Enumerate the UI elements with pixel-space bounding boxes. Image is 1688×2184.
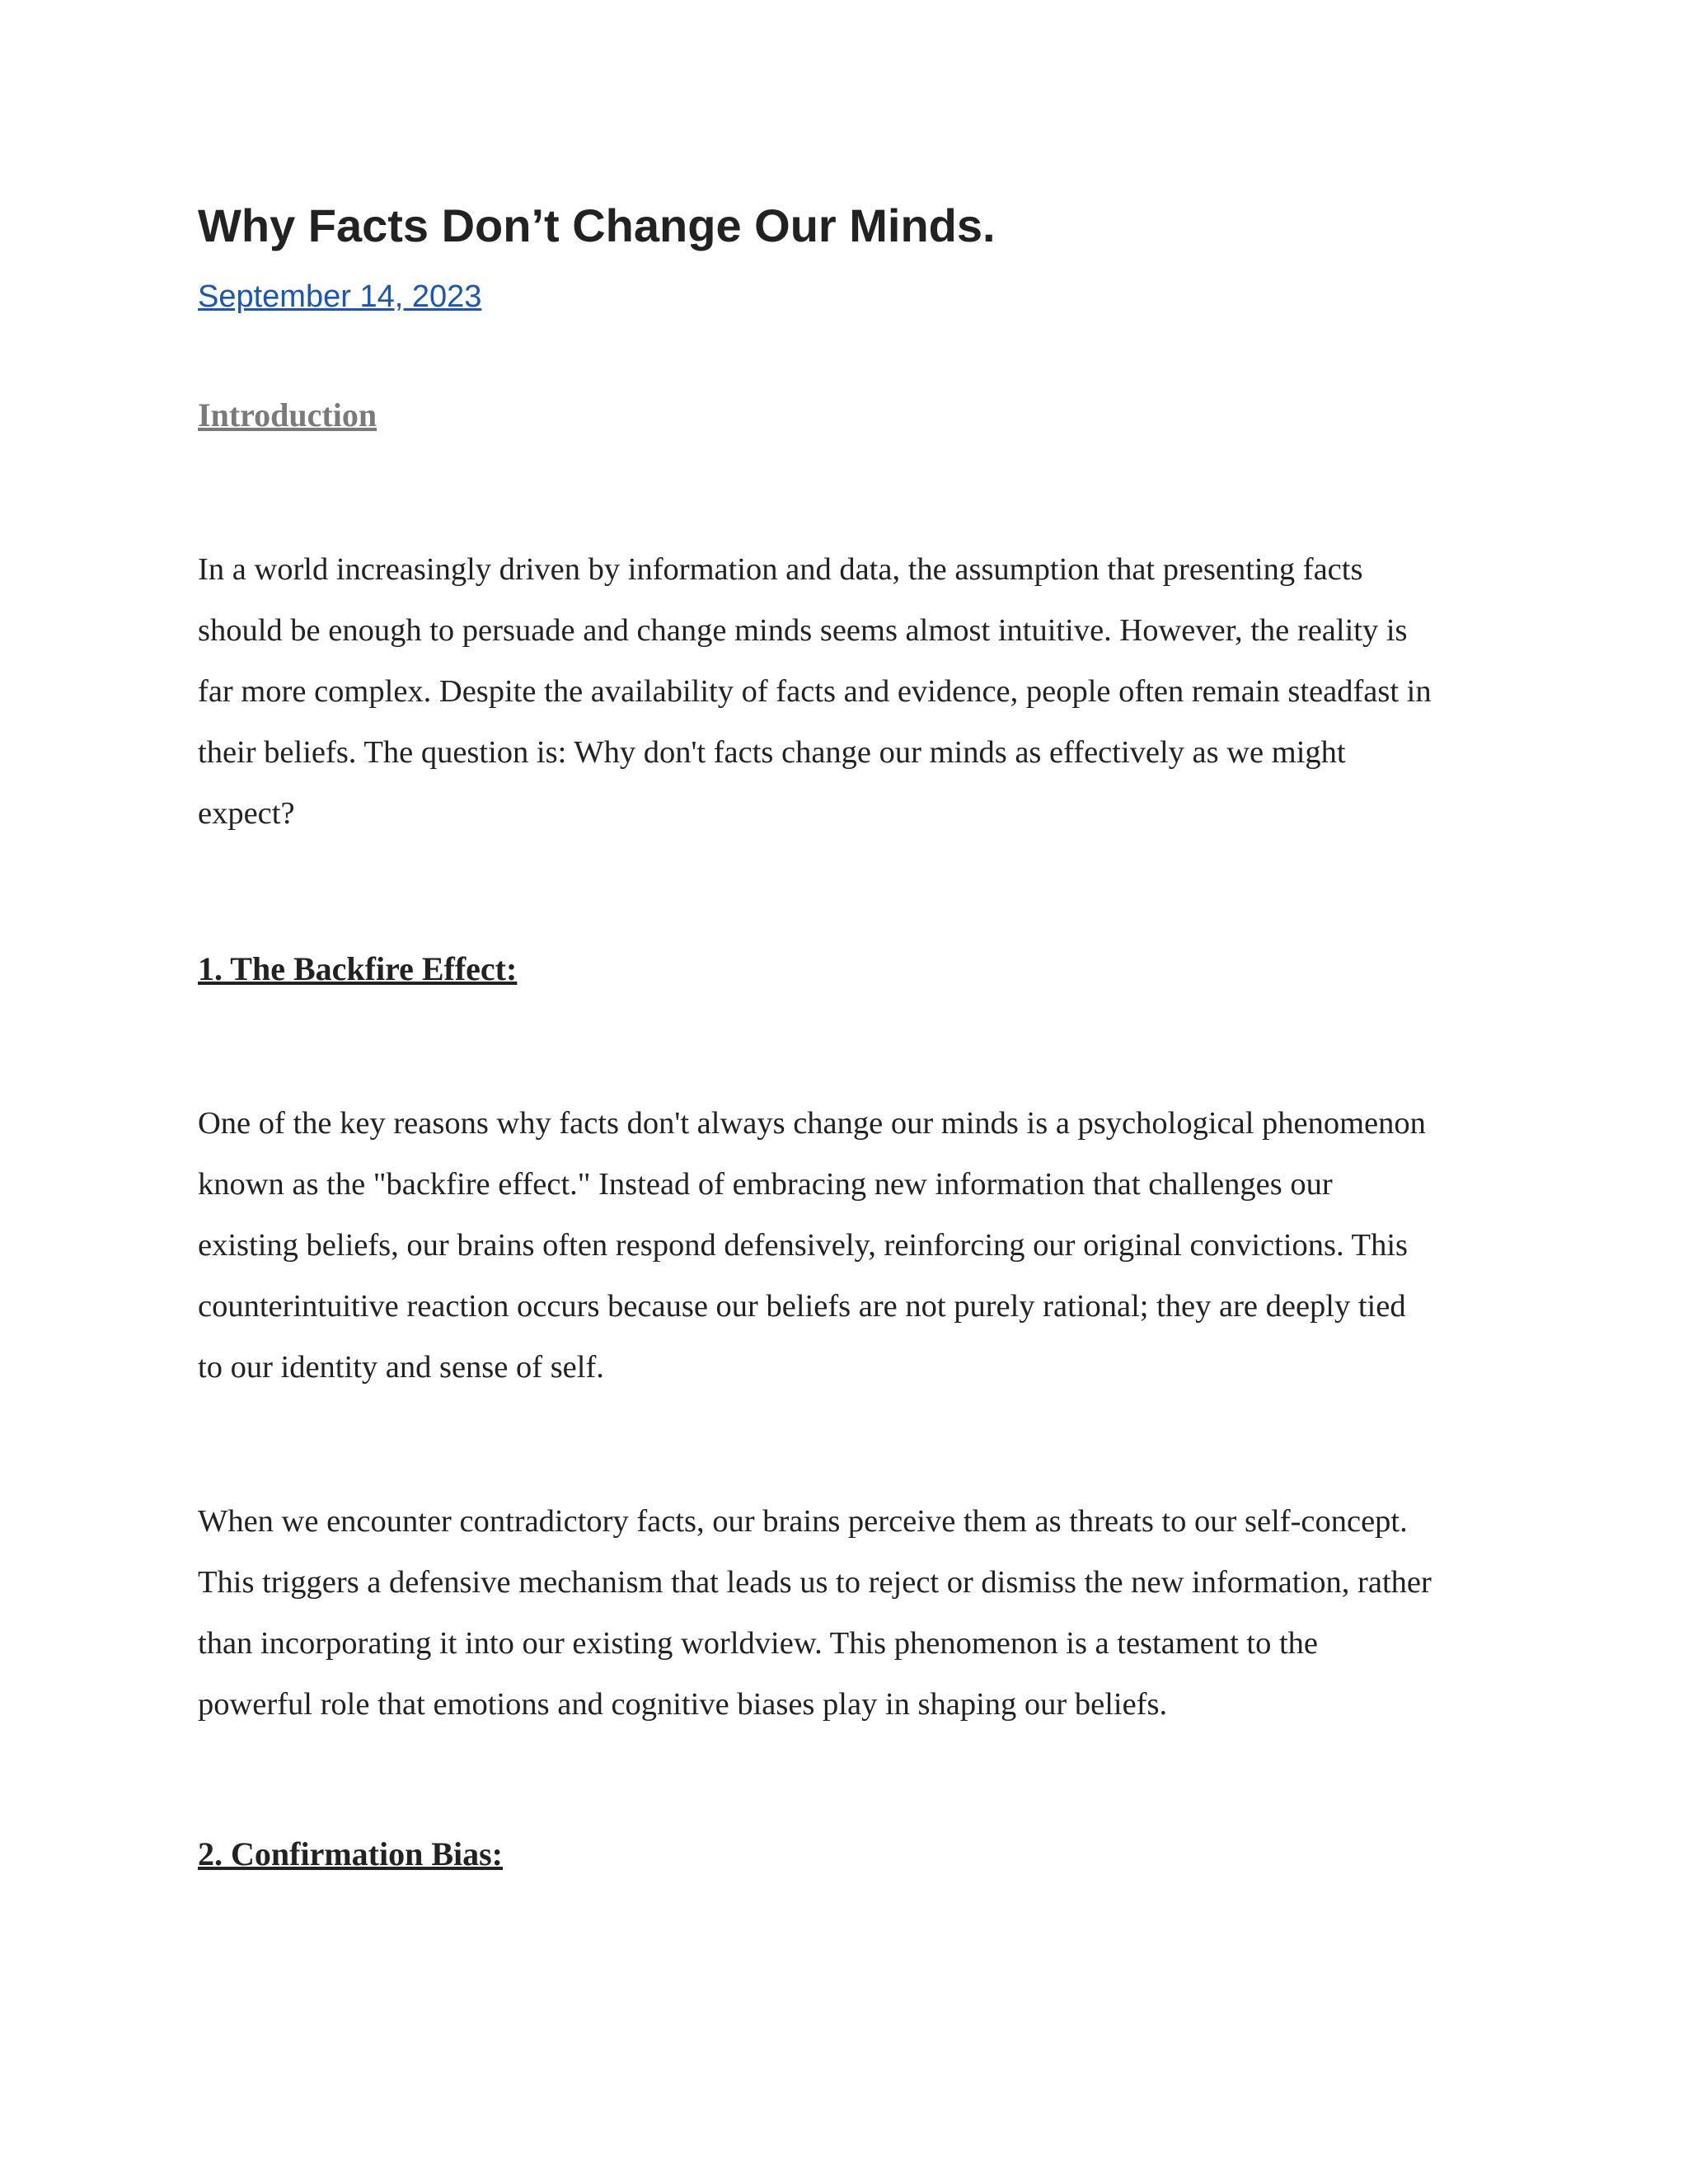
text-line: existing beliefs, our brains often respond defensively, reinforcing our original convictions. This [198,1228,1409,1263]
section-heading-confirmation-bias: 2. Confirmation Bias: [198,1835,503,1872]
text-line: far more complex. Despite the availability of facts and evidence, people often remain steadfast in [198,674,1432,709]
text-line: When we encounter contradictory facts, our brains perceive them as threats to our self-concept. [198,1504,1408,1539]
article-date-link[interactable]: September 14, 2023 [198,279,482,314]
text-line: expect? [198,796,295,831]
text-line: than incorporating it into our existing worldview. This phenomenon is a testament to the [198,1626,1319,1661]
paragraph-introduction [198,539,1492,844]
text-line: known as the "backfire effect." Instead of embracing new information that challenges our [198,1167,1333,1202]
paragraph-backfire-effect-1 [198,1093,1492,1398]
article-title: Why Facts Don’t Change Our Minds. [198,199,996,251]
text-line: In a world increasingly driven by information and data, the assumption that presenting facts [198,552,1363,587]
section-heading-backfire-effect: 1. The Backfire Effect: [198,950,518,987]
text-line: This triggers a defensive mechanism that leads us to reject or dismiss the new information, rather [198,1565,1432,1600]
text-line: One of the key reasons why facts don't always change our minds is a psychological phenomenon [198,1106,1426,1141]
text-line: should be enough to persuade and change minds seems almost intuitive. However, the reality is [198,613,1408,648]
text-line: their beliefs. The question is: Why don't facts change our minds as effectively as we might [198,735,1346,770]
paragraph-backfire-effect-2 [198,1491,1492,1735]
section-heading-introduction: Introduction [198,396,377,434]
text-line: to our identity and sense of self. [198,1350,604,1385]
text-line: counterintuitive reaction occurs because our beliefs are not purely rational; they are deeply tied [198,1289,1406,1324]
text-line: powerful role that emotions and cognitive biases play in shaping our beliefs. [198,1687,1168,1722]
